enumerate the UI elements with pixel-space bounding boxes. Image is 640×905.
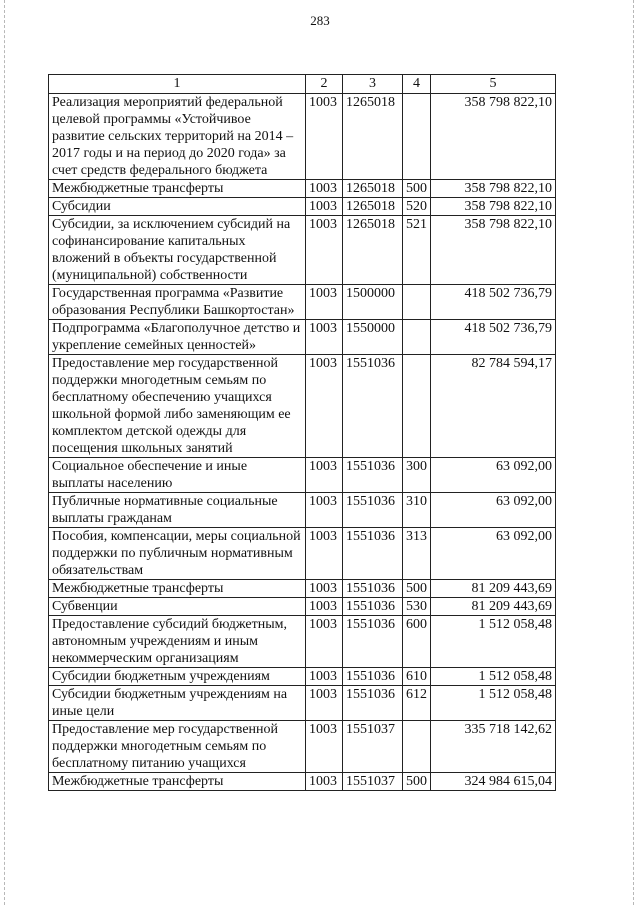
row-amount-cell: 358 798 822,10 bbox=[431, 94, 556, 180]
scan-edge-right bbox=[633, 0, 635, 905]
table-row bbox=[49, 493, 556, 528]
row-code-cell: 1551036 bbox=[343, 355, 403, 458]
table-row bbox=[49, 94, 556, 180]
row-amount-cell: 324 984 615,04 bbox=[431, 773, 556, 791]
row-name-cell: Субсидии, за исключением субсидий на софинансирование капитальных вложений в объекты государственной (муниципальной) собственности bbox=[49, 216, 306, 285]
row-amount-cell: 358 798 822,10 bbox=[431, 180, 556, 198]
row-code-cell: 1551037 bbox=[343, 773, 403, 791]
row-code-cell: 1551036 bbox=[343, 458, 403, 493]
row-name-cell: Субсидии бюджетным учреждениям на иные цели bbox=[49, 686, 306, 721]
budget-table bbox=[48, 74, 556, 791]
row-vr-cell: 500 bbox=[403, 580, 431, 598]
table-row bbox=[49, 285, 556, 320]
column-header-4: 4 bbox=[403, 75, 431, 94]
row-name-cell: Субсидии bbox=[49, 198, 306, 216]
row-amount-cell: 81 209 443,69 bbox=[431, 580, 556, 598]
row-vr-cell bbox=[403, 320, 431, 355]
row-vr-cell: 600 bbox=[403, 616, 431, 668]
page-number: 283 bbox=[310, 13, 330, 28]
column-header-1: 1 bbox=[49, 75, 306, 94]
row-code-cell: 1551036 bbox=[343, 598, 403, 616]
row-vr-cell: 300 bbox=[403, 458, 431, 493]
row-amount-cell: 418 502 736,79 bbox=[431, 285, 556, 320]
table-row bbox=[49, 320, 556, 355]
row-vr-cell bbox=[403, 94, 431, 180]
row-name-cell: Межбюджетные трансферты bbox=[49, 580, 306, 598]
row-amount-cell: 358 798 822,10 bbox=[431, 198, 556, 216]
row-name-cell: Субвенции bbox=[49, 598, 306, 616]
table-row bbox=[49, 216, 556, 285]
row-section-cell: 1003 bbox=[306, 616, 343, 668]
row-section-cell: 1003 bbox=[306, 686, 343, 721]
row-name-cell: Предоставление мер государственной поддержки многодетным семьям по бесплатному обеспечению учащихся школьной формой либо заменяющим ее комплектом детской одежды для посещения школьных занятий bbox=[49, 355, 306, 458]
row-vr-cell bbox=[403, 355, 431, 458]
table-row bbox=[49, 580, 556, 598]
row-amount-cell: 1 512 058,48 bbox=[431, 616, 556, 668]
row-name-cell: Субсидии бюджетным учреждениям bbox=[49, 668, 306, 686]
row-amount-cell: 63 092,00 bbox=[431, 458, 556, 493]
row-amount-cell: 1 512 058,48 bbox=[431, 668, 556, 686]
row-section-cell: 1003 bbox=[306, 355, 343, 458]
column-header-2: 2 bbox=[306, 75, 343, 94]
row-code-cell: 1265018 bbox=[343, 94, 403, 180]
row-section-cell: 1003 bbox=[306, 320, 343, 355]
row-name-cell: Реализация мероприятий федеральной целевой программы «Устойчивое развитие сельских территорий на 2014 – 2017 годы и на период до 2020 года» за счет средств федерального бюджета bbox=[49, 94, 306, 180]
table-row bbox=[49, 355, 556, 458]
row-name-cell: Государственная программа «Развитие образования Республики Башкортостан» bbox=[49, 285, 306, 320]
row-section-cell: 1003 bbox=[306, 180, 343, 198]
row-amount-cell: 63 092,00 bbox=[431, 528, 556, 580]
row-code-cell: 1265018 bbox=[343, 180, 403, 198]
row-section-cell: 1003 bbox=[306, 773, 343, 791]
row-section-cell: 1003 bbox=[306, 580, 343, 598]
row-amount-cell: 418 502 736,79 bbox=[431, 320, 556, 355]
table-row bbox=[49, 458, 556, 493]
row-vr-cell bbox=[403, 721, 431, 773]
row-vr-cell: 500 bbox=[403, 180, 431, 198]
row-vr-cell: 530 bbox=[403, 598, 431, 616]
row-vr-cell bbox=[403, 285, 431, 320]
row-vr-cell: 313 bbox=[403, 528, 431, 580]
row-section-cell: 1003 bbox=[306, 198, 343, 216]
row-amount-cell: 358 798 822,10 bbox=[431, 216, 556, 285]
table-row bbox=[49, 721, 556, 773]
row-name-cell: Предоставление субсидий бюджетным, автономным учреждениям и иным некоммерческим организациям bbox=[49, 616, 306, 668]
row-amount-cell: 335 718 142,62 bbox=[431, 721, 556, 773]
row-vr-cell: 612 bbox=[403, 686, 431, 721]
row-code-cell: 1265018 bbox=[343, 198, 403, 216]
row-code-cell: 1550000 bbox=[343, 320, 403, 355]
row-section-cell: 1003 bbox=[306, 493, 343, 528]
row-section-cell: 1003 bbox=[306, 721, 343, 773]
table-row bbox=[49, 528, 556, 580]
table-row bbox=[49, 773, 556, 791]
row-name-cell: Публичные нормативные социальные выплаты гражданам bbox=[49, 493, 306, 528]
row-section-cell: 1003 bbox=[306, 94, 343, 180]
table-body bbox=[49, 94, 556, 791]
row-amount-cell: 81 209 443,69 bbox=[431, 598, 556, 616]
row-code-cell: 1551036 bbox=[343, 493, 403, 528]
row-name-cell: Межбюджетные трансферты bbox=[49, 180, 306, 198]
row-code-cell: 1551036 bbox=[343, 686, 403, 721]
row-amount-cell: 82 784 594,17 bbox=[431, 355, 556, 458]
row-section-cell: 1003 bbox=[306, 458, 343, 493]
row-vr-cell: 520 bbox=[403, 198, 431, 216]
table-row bbox=[49, 686, 556, 721]
table-row bbox=[49, 180, 556, 198]
table-row bbox=[49, 598, 556, 616]
row-code-cell: 1265018 bbox=[343, 216, 403, 285]
row-vr-cell: 521 bbox=[403, 216, 431, 285]
row-code-cell: 1551036 bbox=[343, 616, 403, 668]
row-amount-cell: 1 512 058,48 bbox=[431, 686, 556, 721]
row-code-cell: 1551036 bbox=[343, 580, 403, 598]
row-vr-cell: 500 bbox=[403, 773, 431, 791]
scan-edge-left bbox=[4, 0, 6, 905]
row-name-cell: Социальное обеспечение и иные выплаты населению bbox=[49, 458, 306, 493]
row-section-cell: 1003 bbox=[306, 668, 343, 686]
row-section-cell: 1003 bbox=[306, 285, 343, 320]
table-row bbox=[49, 668, 556, 686]
row-section-cell: 1003 bbox=[306, 598, 343, 616]
table-row bbox=[49, 616, 556, 668]
row-name-cell: Пособия, компенсации, меры социальной поддержки по публичным нормативным обязательствам bbox=[49, 528, 306, 580]
row-vr-cell: 310 bbox=[403, 493, 431, 528]
row-name-cell: Межбюджетные трансферты bbox=[49, 773, 306, 791]
row-amount-cell: 63 092,00 bbox=[431, 493, 556, 528]
row-vr-cell: 610 bbox=[403, 668, 431, 686]
row-name-cell: Предоставление мер государственной поддержки многодетным семьям по бесплатному питанию учащихся bbox=[49, 721, 306, 773]
row-section-cell: 1003 bbox=[306, 528, 343, 580]
table-row bbox=[49, 198, 556, 216]
row-code-cell: 1551037 bbox=[343, 721, 403, 773]
row-code-cell: 1551036 bbox=[343, 528, 403, 580]
column-header-3: 3 bbox=[343, 75, 403, 94]
row-code-cell: 1500000 bbox=[343, 285, 403, 320]
row-section-cell: 1003 bbox=[306, 216, 343, 285]
column-header-5: 5 bbox=[431, 75, 556, 94]
row-code-cell: 1551036 bbox=[343, 668, 403, 686]
row-name-cell: Подпрограмма «Благополучное детство и укрепление семейных ценностей» bbox=[49, 320, 306, 355]
table-header-row bbox=[49, 75, 556, 94]
